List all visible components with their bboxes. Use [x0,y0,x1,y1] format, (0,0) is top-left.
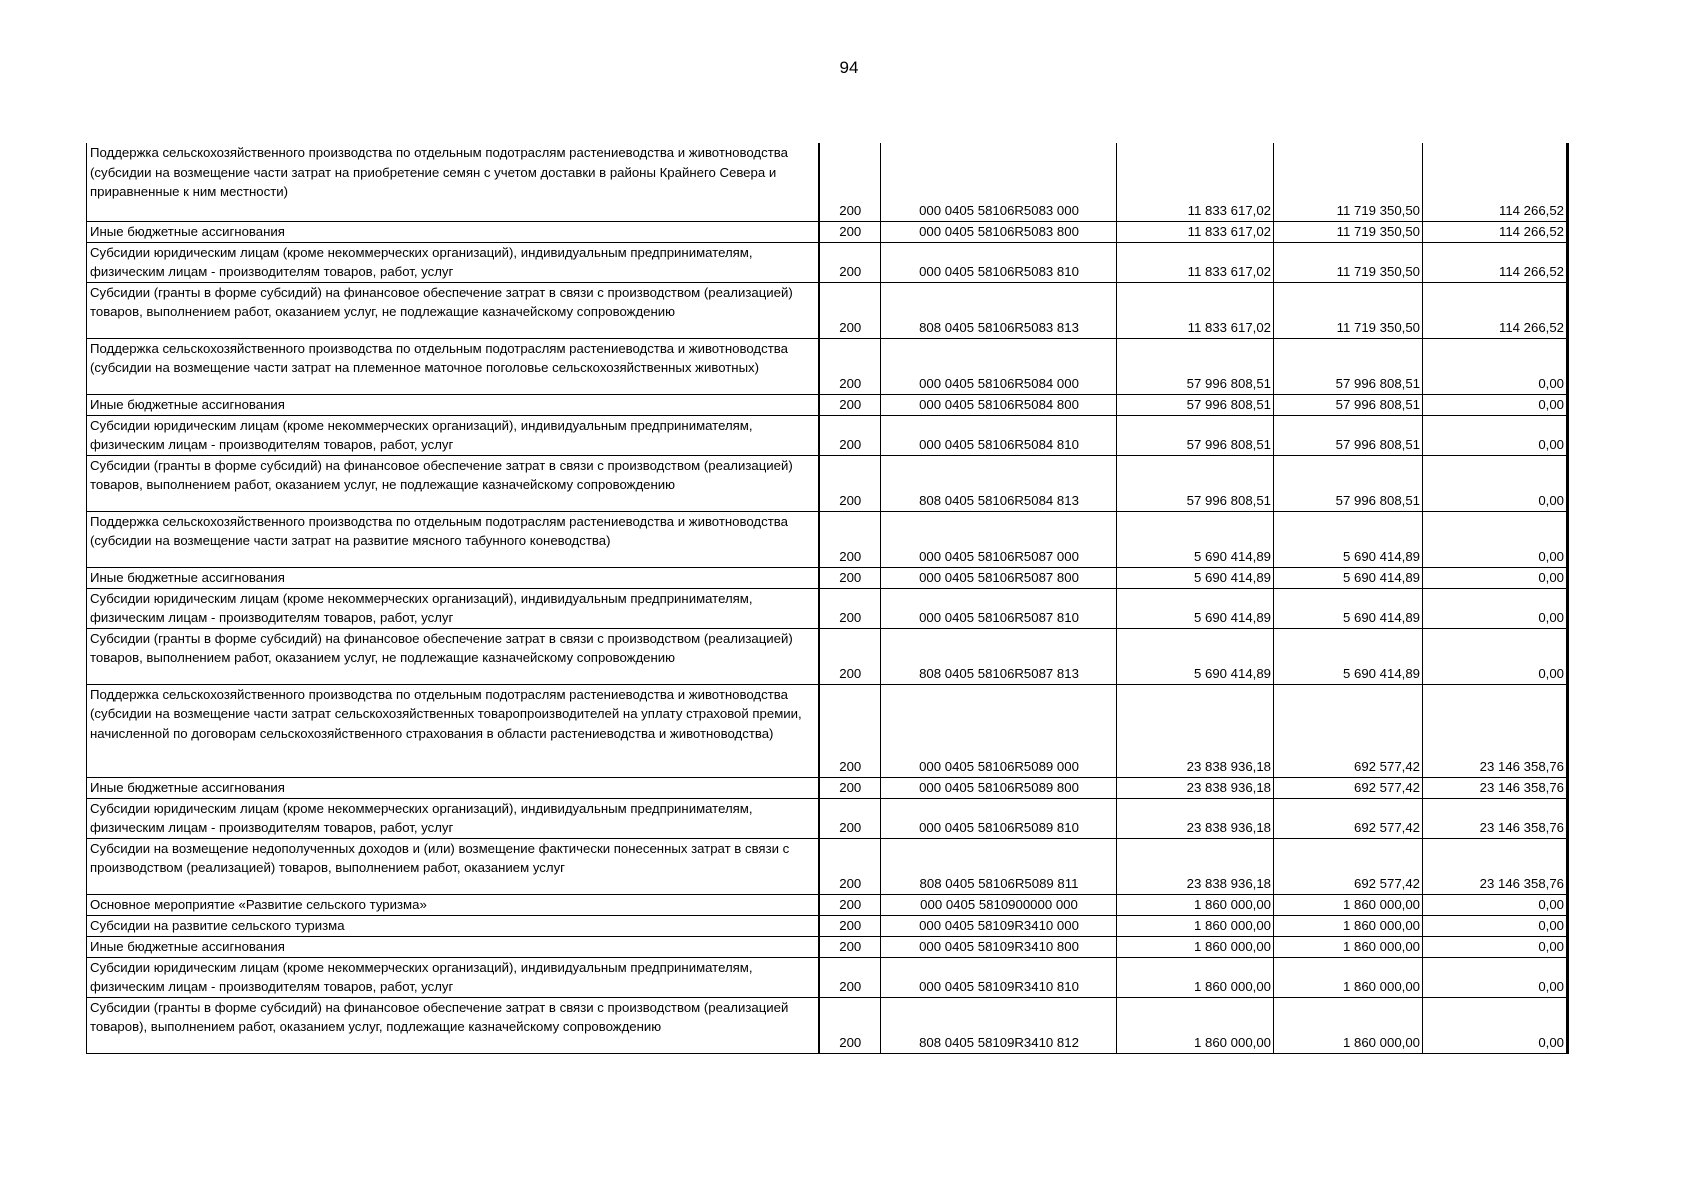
cell-executed-amount: 11 719 350,50 [1274,242,1423,282]
cell-budget-code: 000 0405 58106R5087 800 [881,567,1117,588]
table-row [87,628,1568,684]
cell-admin-code: 200 [819,798,881,838]
cell-approved-amount: 57 996 808,51 [1117,394,1274,415]
cell-executed-amount: 11 719 350,50 [1274,282,1423,338]
cell-description: Субсидии юридическим лицам (кроме некоммерческих организаций), индивидуальным предпринимателям, физическим лицам - производителям товаров, работ, услуг [87,415,819,455]
table-row [87,567,1568,588]
table-row [87,242,1568,282]
cell-description: Поддержка сельскохозяйственного производства по отдельным подотраслям растениеводства и животноводства (субсидии на возмещение части затрат сельскохозяйственных товаропроизводителей на уплату страховой премии, начисленной по договорам сельскохозяйственного страхования в области растениеводства и животноводства) [87,684,819,777]
cell-budget-code: 000 0405 58106R5087 000 [881,511,1117,567]
cell-admin-code: 200 [819,936,881,957]
cell-remainder-amount: 0,00 [1423,936,1568,957]
cell-budget-code: 000 0405 58106R5084 810 [881,415,1117,455]
cell-approved-amount: 23 838 936,18 [1117,798,1274,838]
table-row [87,221,1568,242]
cell-admin-code: 200 [819,394,881,415]
cell-executed-amount: 692 577,42 [1274,798,1423,838]
cell-admin-code: 200 [819,511,881,567]
cell-executed-amount: 1 860 000,00 [1274,997,1423,1053]
cell-description: Основное мероприятие «Развитие сельского туризма» [87,894,819,915]
cell-remainder-amount: 0,00 [1423,567,1568,588]
cell-admin-code: 200 [819,997,881,1053]
cell-approved-amount: 11 833 617,02 [1117,143,1274,221]
cell-approved-amount: 5 690 414,89 [1117,511,1274,567]
cell-description: Субсидии на возмещение недополученных доходов и (или) возмещение фактически понесенных затрат в связи с производством (реализацией) товаров, выполнением работ, оказанием услуг [87,838,819,894]
cell-admin-code: 200 [819,894,881,915]
cell-approved-amount: 57 996 808,51 [1117,455,1274,511]
table-row [87,957,1568,997]
table-row [87,915,1568,936]
table-row [87,511,1568,567]
cell-approved-amount: 57 996 808,51 [1117,338,1274,394]
page-number: 94 [839,58,859,77]
table-row [87,394,1568,415]
cell-description: Субсидии (гранты в форме субсидий) на финансовое обеспечение затрат в связи с производством (реализацией) товаров, выполнением работ, оказанием услуг, не подлежащие казначейскому сопровождению [87,282,819,338]
cell-budget-code: 000 0405 58106R5089 810 [881,798,1117,838]
cell-approved-amount: 5 690 414,89 [1117,628,1274,684]
cell-remainder-amount: 0,00 [1423,415,1568,455]
table-row [87,338,1568,394]
cell-remainder-amount: 0,00 [1423,588,1568,628]
table-row [87,415,1568,455]
cell-admin-code: 200 [819,415,881,455]
table-row [87,798,1568,838]
cell-description: Субсидии на развитие сельского туризма [87,915,819,936]
cell-budget-code: 000 0405 58106R5083 000 [881,143,1117,221]
cell-remainder-amount: 0,00 [1423,997,1568,1053]
cell-remainder-amount: 114 266,52 [1423,282,1568,338]
table-row [87,838,1568,894]
cell-description: Субсидии юридическим лицам (кроме некоммерческих организаций), индивидуальным предпринимателям, физическим лицам - производителям товаров, работ, услуг [87,588,819,628]
cell-description: Иные бюджетные ассигнования [87,777,819,798]
cell-budget-code: 808 0405 58106R5089 811 [881,838,1117,894]
cell-remainder-amount: 114 266,52 [1423,143,1568,221]
cell-admin-code: 200 [819,567,881,588]
cell-budget-code: 000 0405 58106R5084 000 [881,338,1117,394]
cell-remainder-amount: 0,00 [1423,957,1568,997]
budget-table [86,143,1569,1054]
cell-admin-code: 200 [819,242,881,282]
cell-remainder-amount: 114 266,52 [1423,242,1568,282]
cell-admin-code: 200 [819,282,881,338]
cell-admin-code: 200 [819,915,881,936]
cell-executed-amount: 1 860 000,00 [1274,894,1423,915]
cell-budget-code: 000 0405 58106R5083 800 [881,221,1117,242]
cell-remainder-amount: 0,00 [1423,394,1568,415]
cell-executed-amount: 692 577,42 [1274,777,1423,798]
cell-approved-amount: 5 690 414,89 [1117,588,1274,628]
cell-approved-amount: 11 833 617,02 [1117,282,1274,338]
table-row [87,777,1568,798]
cell-approved-amount: 1 860 000,00 [1117,936,1274,957]
cell-budget-code: 808 0405 58109R3410 812 [881,997,1117,1053]
cell-executed-amount: 692 577,42 [1274,684,1423,777]
cell-admin-code: 200 [819,455,881,511]
cell-description: Иные бюджетные ассигнования [87,567,819,588]
table-row [87,997,1568,1053]
cell-remainder-amount: 23 146 358,76 [1423,798,1568,838]
cell-executed-amount: 692 577,42 [1274,838,1423,894]
cell-admin-code: 200 [819,684,881,777]
cell-executed-amount: 11 719 350,50 [1274,221,1423,242]
cell-approved-amount: 1 860 000,00 [1117,997,1274,1053]
cell-executed-amount: 11 719 350,50 [1274,143,1423,221]
table-row [87,936,1568,957]
cell-description: Субсидии (гранты в форме субсидий) на финансовое обеспечение затрат в связи с производством (реализацией) товаров, выполнением работ, оказанием услуг, не подлежащие казначейскому сопровождению [87,455,819,511]
cell-approved-amount: 1 860 000,00 [1117,915,1274,936]
table-row [87,894,1568,915]
cell-admin-code: 200 [819,143,881,221]
cell-remainder-amount: 0,00 [1423,894,1568,915]
table-row [87,588,1568,628]
cell-description: Поддержка сельскохозяйственного производства по отдельным подотраслям растениеводства и животноводства (субсидии на возмещение части затрат на приобретение семян с учетом доставки в районы Крайнего Севера и приравненные к ним местности) [87,143,819,221]
cell-description: Субсидии (гранты в форме субсидий) на финансовое обеспечение затрат в связи с производством (реализацией) товаров, выполнением работ, оказанием услуг, не подлежащие казначейскому сопровождению [87,628,819,684]
cell-budget-code: 000 0405 58106R5083 810 [881,242,1117,282]
cell-executed-amount: 1 860 000,00 [1274,936,1423,957]
cell-remainder-amount: 0,00 [1423,628,1568,684]
cell-admin-code: 200 [819,588,881,628]
cell-remainder-amount: 23 146 358,76 [1423,838,1568,894]
cell-approved-amount: 1 860 000,00 [1117,957,1274,997]
table-row [87,282,1568,338]
cell-remainder-amount: 23 146 358,76 [1423,684,1568,777]
cell-admin-code: 200 [819,838,881,894]
cell-description: Иные бюджетные ассигнования [87,394,819,415]
cell-budget-code: 000 0405 58109R3410 810 [881,957,1117,997]
cell-executed-amount: 57 996 808,51 [1274,415,1423,455]
cell-description: Субсидии юридическим лицам (кроме некоммерческих организаций), индивидуальным предпринимателям, физическим лицам - производителям товаров, работ, услуг [87,957,819,997]
cell-description: Субсидии юридическим лицам (кроме некоммерческих организаций), индивидуальным предпринимателям, физическим лицам - производителям товаров, работ, услуг [87,798,819,838]
cell-budget-code: 808 0405 58106R5084 813 [881,455,1117,511]
cell-executed-amount: 5 690 414,89 [1274,567,1423,588]
cell-executed-amount: 57 996 808,51 [1274,394,1423,415]
table-row [87,143,1568,221]
cell-admin-code: 200 [819,221,881,242]
cell-executed-amount: 5 690 414,89 [1274,588,1423,628]
cell-approved-amount: 11 833 617,02 [1117,221,1274,242]
cell-budget-code: 808 0405 58106R5087 813 [881,628,1117,684]
cell-remainder-amount: 114 266,52 [1423,221,1568,242]
cell-budget-code: 000 0405 58106R5084 800 [881,394,1117,415]
cell-description: Поддержка сельскохозяйственного производства по отдельным подотраслям растениеводства и животноводства (субсидии на возмещение части затрат на развитие мясного табунного коневодства) [87,511,819,567]
table-row [87,684,1568,777]
cell-approved-amount: 23 838 936,18 [1117,684,1274,777]
cell-approved-amount: 23 838 936,18 [1117,777,1274,798]
cell-budget-code: 000 0405 58106R5089 000 [881,684,1117,777]
cell-approved-amount: 23 838 936,18 [1117,838,1274,894]
cell-approved-amount: 57 996 808,51 [1117,415,1274,455]
cell-executed-amount: 57 996 808,51 [1274,455,1423,511]
cell-description: Поддержка сельскохозяйственного производства по отдельным подотраслям растениеводства и животноводства (субсидии на возмещение части затрат на племенное маточное поголовье сельскохозяйственных животных) [87,338,819,394]
cell-remainder-amount: 0,00 [1423,511,1568,567]
cell-executed-amount: 1 860 000,00 [1274,957,1423,997]
cell-remainder-amount: 23 146 358,76 [1423,777,1568,798]
cell-executed-amount: 1 860 000,00 [1274,915,1423,936]
cell-description: Субсидии юридическим лицам (кроме некоммерческих организаций), индивидуальным предпринимателям, физическим лицам - производителям товаров, работ, услуг [87,242,819,282]
cell-remainder-amount: 0,00 [1423,915,1568,936]
cell-admin-code: 200 [819,777,881,798]
cell-budget-code: 000 0405 5810900000 000 [881,894,1117,915]
cell-budget-code: 808 0405 58106R5083 813 [881,282,1117,338]
cell-admin-code: 200 [819,628,881,684]
cell-admin-code: 200 [819,957,881,997]
cell-remainder-amount: 0,00 [1423,338,1568,394]
cell-description: Иные бюджетные ассигнования [87,221,819,242]
cell-description: Иные бюджетные ассигнования [87,936,819,957]
cell-budget-code: 000 0405 58109R3410 000 [881,915,1117,936]
cell-executed-amount: 5 690 414,89 [1274,511,1423,567]
cell-approved-amount: 11 833 617,02 [1117,242,1274,282]
cell-approved-amount: 1 860 000,00 [1117,894,1274,915]
cell-executed-amount: 5 690 414,89 [1274,628,1423,684]
cell-executed-amount: 57 996 808,51 [1274,338,1423,394]
cell-budget-code: 000 0405 58106R5087 810 [881,588,1117,628]
cell-remainder-amount: 0,00 [1423,455,1568,511]
table-body [87,143,1568,1053]
cell-budget-code: 000 0405 58109R3410 800 [881,936,1117,957]
table-row [87,455,1568,511]
cell-budget-code: 000 0405 58106R5089 800 [881,777,1117,798]
cell-description: Субсидии (гранты в форме субсидий) на финансовое обеспечение затрат в связи с производством (реализацией товаров), выполнением работ, оказанием услуг, подлежащие казначейскому сопровождению [87,997,819,1053]
cell-approved-amount: 5 690 414,89 [1117,567,1274,588]
cell-admin-code: 200 [819,338,881,394]
